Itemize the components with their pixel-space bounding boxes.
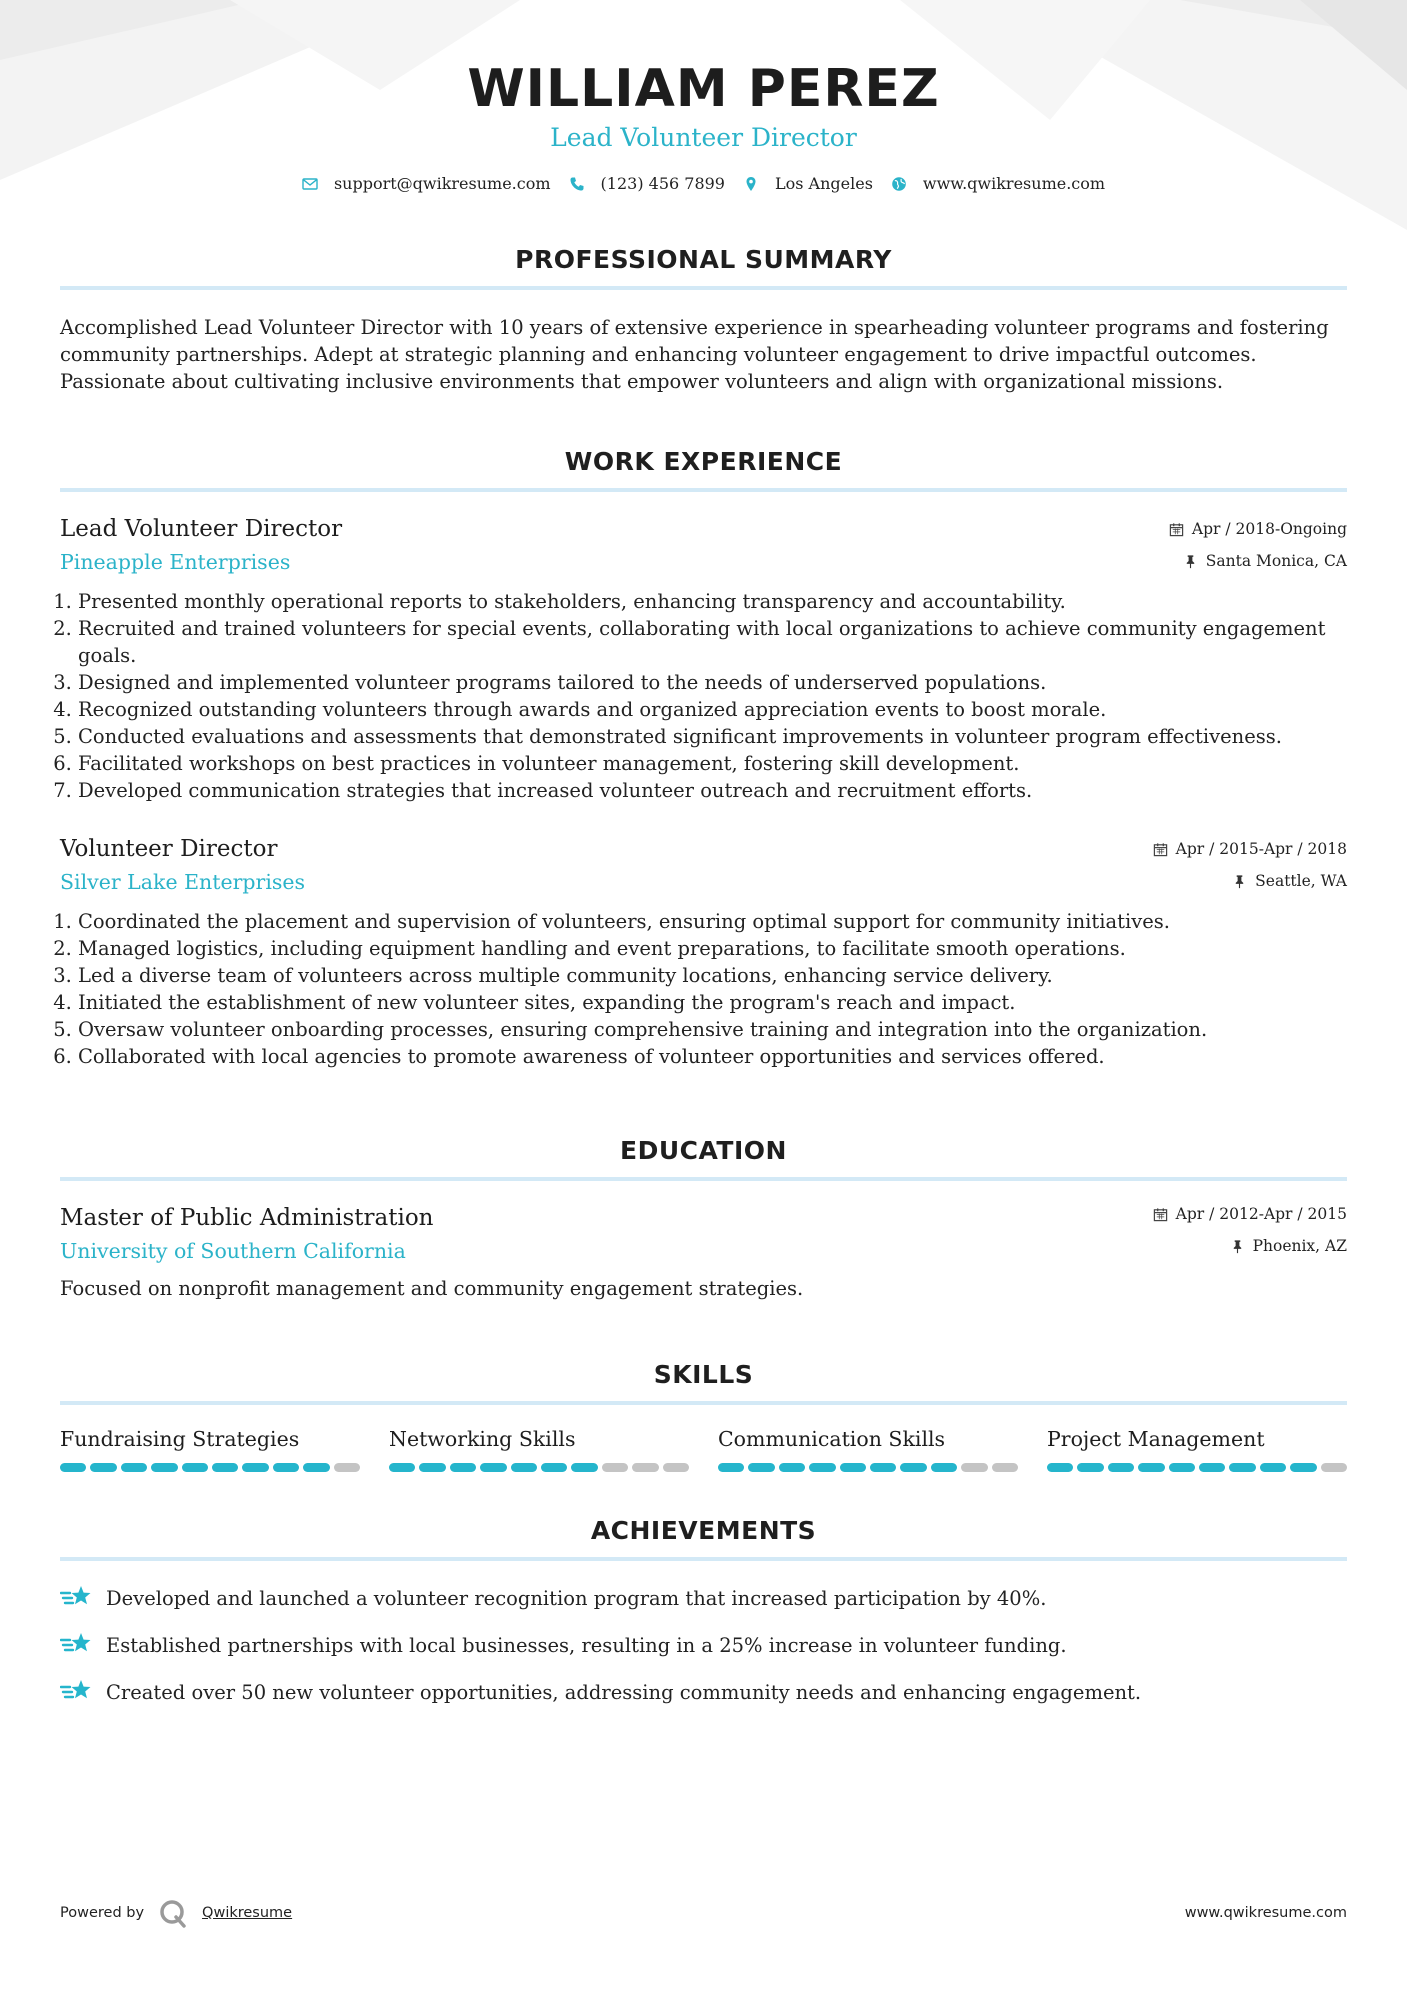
skill-segment-empty <box>663 1463 689 1472</box>
list-item: 6. Facilitated workshops on best practices in volunteer management, fostering skill development. <box>78 750 1347 777</box>
candidate-title: Lead Volunteer Director <box>550 123 857 152</box>
skills-list <box>60 1425 1347 1472</box>
envelope-icon <box>302 176 318 192</box>
list-item: 5. Oversaw volunteer onboarding processes, ensuring comprehensive training and integration into the organization. <box>78 1016 1347 1043</box>
map-pin-icon <box>743 176 759 192</box>
education-section <box>60 1136 1347 1302</box>
experience-section <box>60 447 1347 1070</box>
skill-segment-empty <box>632 1463 658 1472</box>
contact-website[interactable] <box>891 174 1105 193</box>
job-role: Lead Volunteer Director <box>60 516 343 542</box>
summary-section <box>60 245 1347 395</box>
list-item: 3. Designed and implemented volunteer programs tailored to the needs of underserved populations. <box>78 669 1347 696</box>
job-dates <box>1169 518 1347 540</box>
job-role: Volunteer Director <box>60 836 278 862</box>
job-bullets <box>60 908 1347 1070</box>
section-divider <box>60 488 1347 492</box>
job-location-text: Santa Monica, CA <box>1205 552 1347 570</box>
powered-by-label: Powered by <box>60 1905 145 1921</box>
phone-text: (123) 456 7899 <box>600 174 725 193</box>
skill-segment-filled <box>1138 1463 1164 1472</box>
job-entry <box>60 834 1347 1070</box>
job-dates <box>1153 838 1347 860</box>
shooting-star-icon <box>60 1630 94 1660</box>
list-item: 2. Recruited and trained volunteers for special events, collaborating with local organizations to achieve community engagement goals. <box>78 615 1347 669</box>
achievement-item <box>60 1583 1347 1613</box>
skill-segment-filled <box>1199 1463 1225 1472</box>
contact-phone[interactable] <box>569 174 725 193</box>
list-item: 7. Developed communication strategies that increased volunteer outreach and recruitment efforts. <box>78 777 1347 804</box>
skill-segment-filled <box>242 1463 268 1472</box>
skill-segment-empty <box>334 1463 360 1472</box>
section-divider <box>60 1177 1347 1181</box>
job-company: Silver Lake Enterprises <box>60 870 306 894</box>
list-item: 6. Collaborated with local agencies to promote awareness of volunteer opportunities and services offered. <box>78 1043 1347 1070</box>
skill-segment-empty <box>602 1463 628 1472</box>
resume-header <box>60 0 1347 193</box>
skill-segment-filled <box>60 1463 86 1472</box>
skill-segment-filled <box>571 1463 597 1472</box>
skill-segment-filled <box>419 1463 445 1472</box>
skill-item <box>1047 1425 1347 1472</box>
education-dates <box>1153 1203 1347 1225</box>
contact-bar <box>60 174 1347 193</box>
email-text: support@qwikresume.com <box>333 174 551 193</box>
skill-level-bar <box>389 1463 689 1472</box>
skill-level-bar <box>718 1463 1018 1472</box>
skill-segment-filled <box>541 1463 567 1472</box>
job-dates-text: Apr / 2015-Apr / 2018 <box>1175 840 1347 858</box>
job-location <box>1169 550 1347 572</box>
pushpin-icon <box>1230 1239 1245 1254</box>
list-item: 1. Presented monthly operational reports to stakeholders, enhancing transparency and accountability. <box>78 588 1347 615</box>
powered-by <box>60 1898 292 1928</box>
list-item: 3. Led a diverse team of volunteers across multiple community locations, enhancing service delivery. <box>78 962 1347 989</box>
achievements-heading: ACHIEVEMENTS <box>590 1516 817 1545</box>
skill-segment-filled <box>511 1463 537 1472</box>
job-location <box>1153 870 1347 892</box>
skill-segment-filled <box>900 1463 926 1472</box>
list-item: 4. Initiated the establishment of new volunteer sites, expanding the program's reach and impact. <box>78 989 1347 1016</box>
summary-heading: PROFESSIONAL SUMMARY <box>515 245 892 274</box>
skill-level-bar <box>1047 1463 1347 1472</box>
skill-name: Fundraising Strategies <box>60 1427 300 1451</box>
job-meta <box>1153 834 1347 892</box>
skill-segment-empty <box>961 1463 987 1472</box>
skill-item <box>389 1425 689 1472</box>
education-meta <box>1153 1203 1347 1257</box>
education-location-text: Phoenix, AZ <box>1252 1237 1347 1255</box>
website-text: www.qwikresume.com <box>922 174 1106 193</box>
skill-segment-filled <box>121 1463 147 1472</box>
skill-level-bar <box>60 1463 360 1472</box>
skill-segment-filled <box>779 1463 805 1472</box>
skill-segment-filled <box>480 1463 506 1472</box>
calendar-icon <box>1153 1207 1168 1222</box>
shooting-star-icon <box>60 1677 94 1707</box>
skill-segment-filled <box>1169 1463 1195 1472</box>
section-divider <box>60 1401 1347 1405</box>
calendar-icon <box>1169 522 1184 537</box>
skill-segment-filled <box>90 1463 116 1472</box>
skill-segment-empty <box>1321 1463 1347 1472</box>
skill-segment-empty <box>992 1463 1018 1472</box>
list-item: 2. Managed logistics, including equipment handling and event preparations, to facilitate smooth operations. <box>78 935 1347 962</box>
job-location-text: Seattle, WA <box>1255 872 1347 890</box>
education-header <box>60 1203 1347 1265</box>
skill-segment-filled <box>212 1463 238 1472</box>
candidate-name: WILLIAM PEREZ <box>467 59 940 119</box>
skills-heading: SKILLS <box>653 1360 754 1389</box>
achievement-text: Created over 50 new volunteer opportunities, addressing community needs and enhancing engagement. <box>106 1680 1142 1704</box>
skill-segment-filled <box>1108 1463 1134 1472</box>
job-header <box>60 514 1347 576</box>
skill-segment-filled <box>718 1463 744 1472</box>
skill-name: Communication Skills <box>718 1427 946 1451</box>
skill-name: Project Management <box>1047 1427 1265 1451</box>
footer-website[interactable]: www.qwikresume.com <box>1184 1905 1347 1921</box>
achievement-text: Developed and launched a volunteer recognition program that increased participation by 40%. <box>106 1586 1047 1610</box>
section-divider <box>60 1557 1347 1561</box>
skill-item <box>718 1425 1018 1472</box>
education-location <box>1153 1235 1347 1257</box>
job-bullets <box>60 588 1347 804</box>
skill-segment-filled <box>389 1463 415 1472</box>
achievements-section <box>60 1516 1347 1707</box>
education-degree: Master of Public Administration <box>60 1205 434 1231</box>
phone-icon <box>569 176 585 192</box>
skill-segment-filled <box>840 1463 866 1472</box>
education-dates-text: Apr / 2012-Apr / 2015 <box>1175 1205 1347 1223</box>
location-text: Los Angeles <box>774 174 873 193</box>
skill-name: Networking Skills <box>389 1427 576 1451</box>
contact-location <box>743 174 873 193</box>
education-school: University of Southern California <box>60 1239 406 1263</box>
skill-segment-filled <box>809 1463 835 1472</box>
job-company: Pineapple Enterprises <box>60 550 291 574</box>
skill-segment-filled <box>273 1463 299 1472</box>
skill-segment-filled <box>1229 1463 1255 1472</box>
skill-segment-filled <box>303 1463 329 1472</box>
brand-link[interactable]: Qwikresume <box>202 1905 293 1921</box>
experience-heading: WORK EXPERIENCE <box>564 447 843 476</box>
achievement-item <box>60 1630 1347 1660</box>
skill-segment-filled <box>748 1463 774 1472</box>
shooting-star-icon <box>60 1583 94 1613</box>
calendar-icon <box>1153 842 1168 857</box>
education-entry <box>60 1203 1347 1302</box>
skill-segment-filled <box>1077 1463 1103 1472</box>
job-meta <box>1169 514 1347 572</box>
qwikresume-logo-icon <box>158 1898 188 1928</box>
page-footer <box>60 1898 1347 1928</box>
skills-section <box>60 1360 1347 1472</box>
skill-segment-filled <box>450 1463 476 1472</box>
list-item: 1. Coordinated the placement and supervision of volunteers, ensuring optimal support for community initiatives. <box>78 908 1347 935</box>
skill-segment-filled <box>1290 1463 1316 1472</box>
section-divider <box>60 286 1347 290</box>
pushpin-icon <box>1183 554 1198 569</box>
achievements-list <box>60 1583 1347 1707</box>
job-entry <box>60 514 1347 804</box>
education-description: Focused on nonprofit management and community engagement strategies. <box>60 1277 804 1300</box>
contact-email[interactable] <box>302 174 551 193</box>
skill-segment-filled <box>931 1463 957 1472</box>
achievement-item <box>60 1677 1347 1707</box>
summary-text: Accomplished Lead Volunteer Director with 10 years of extensive experience in spearheading volunteer programs and fostering community partnerships. Adept at strategic planning and enhancing volunteer engagement to drive impactful outcomes. Passionate about cultivating inclusive environments that empower volunteers and align with organizational missions. <box>60 316 1329 393</box>
globe-icon <box>891 176 907 192</box>
list-item: 5. Conducted evaluations and assessments that demonstrated significant improvements in volunteer program effectiveness. <box>78 723 1347 750</box>
pushpin-icon <box>1232 874 1247 889</box>
list-item: 4. Recognized outstanding volunteers through awards and organized appreciation events to boost morale. <box>78 696 1347 723</box>
skill-segment-filled <box>870 1463 896 1472</box>
job-dates-text: Apr / 2018-Ongoing <box>1191 520 1347 538</box>
achievement-text: Established partnerships with local businesses, resulting in a 25% increase in volunteer funding. <box>106 1633 1067 1657</box>
job-header <box>60 834 1347 896</box>
skill-segment-filled <box>182 1463 208 1472</box>
skill-segment-filled <box>1047 1463 1073 1472</box>
skill-segment-filled <box>1260 1463 1286 1472</box>
education-heading: EDUCATION <box>620 1136 787 1165</box>
skill-item <box>60 1425 360 1472</box>
skill-segment-filled <box>151 1463 177 1472</box>
